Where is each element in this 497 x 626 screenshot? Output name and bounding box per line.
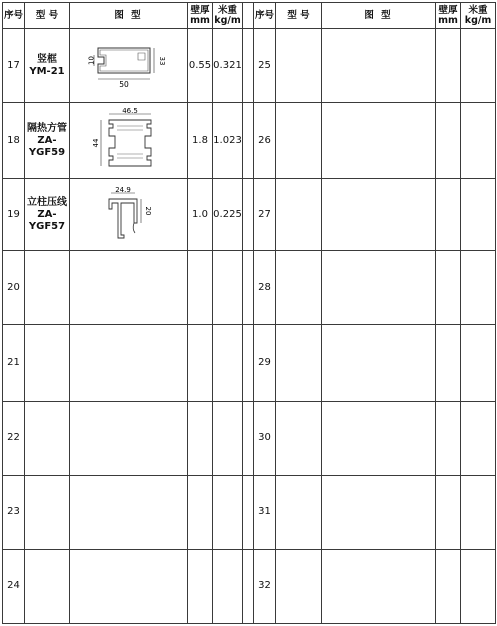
- header-model-right: 型 号: [276, 3, 322, 29]
- seq-cell: 26: [254, 103, 276, 179]
- column-gap: [243, 251, 254, 325]
- header-wall-unit: mm: [438, 14, 458, 26]
- seq-cell: 24: [3, 549, 25, 623]
- weight-cell: 1.023: [213, 103, 243, 179]
- seq-cell: 23: [3, 475, 25, 549]
- dim-width: 46.5: [121, 107, 138, 115]
- column-gap: [243, 179, 254, 251]
- weight-cell: [213, 325, 243, 401]
- weight-cell: [213, 251, 243, 325]
- seq-cell: 17: [3, 29, 25, 103]
- table-row: [3, 29, 496, 103]
- weight-cell: [461, 325, 496, 401]
- model-cell: [276, 179, 322, 251]
- seq-cell: 28: [254, 251, 276, 325]
- header-wall-label: 壁厚: [190, 4, 210, 16]
- wall-cell: [436, 325, 461, 401]
- wall-cell: [436, 179, 461, 251]
- dim-width: 50: [118, 79, 129, 89]
- weight-cell: [461, 29, 496, 103]
- table-header-row: [3, 3, 496, 29]
- weight-cell: [461, 103, 496, 179]
- weight-cell: [213, 549, 243, 623]
- wall-cell: [436, 103, 461, 179]
- wall-cell: 1.8: [188, 103, 213, 179]
- table-row: [3, 325, 496, 401]
- column-gap: [243, 103, 254, 179]
- seq-cell: 32: [254, 549, 276, 623]
- model-cell: [276, 325, 322, 401]
- header-drawing-left: 图 型: [70, 3, 188, 29]
- wall-cell: [436, 251, 461, 325]
- column-gap: [243, 325, 254, 401]
- header-wall-label: 壁厚: [438, 4, 458, 16]
- model-cell: [25, 103, 70, 179]
- weight-cell: [461, 549, 496, 623]
- wall-cell: [436, 29, 461, 103]
- drawing-cell: [70, 325, 188, 401]
- seq-cell: 19: [3, 179, 25, 251]
- wall-cell: [436, 401, 461, 475]
- weight-cell: 0.321: [213, 29, 243, 103]
- profile-drawing-ym21: [84, 42, 174, 90]
- header-weight-label: 米重: [468, 4, 488, 16]
- header-weight-label: 米重: [217, 4, 237, 16]
- table-row: [3, 401, 496, 475]
- column-gap: [243, 3, 254, 29]
- table-row: [3, 475, 496, 549]
- model-cell: [25, 325, 70, 401]
- column-gap: [243, 401, 254, 475]
- header-seq-left: 序号: [3, 3, 25, 29]
- wall-cell: [188, 325, 213, 401]
- dim-inner: 10: [87, 55, 95, 65]
- seq-cell: 18: [3, 103, 25, 179]
- drawing-cell: [70, 251, 188, 325]
- column-gap: [243, 29, 254, 103]
- wall-cell: [188, 475, 213, 549]
- weight-cell: [461, 251, 496, 325]
- header-weight-unit: kg/m: [464, 14, 492, 26]
- model-cell: [276, 251, 322, 325]
- wall-cell: [436, 475, 461, 549]
- model-code: ZA-YGF59: [28, 134, 66, 158]
- model-cell: [25, 401, 70, 475]
- seq-cell: 29: [254, 325, 276, 401]
- seq-cell: 20: [3, 251, 25, 325]
- seq-cell: 30: [254, 401, 276, 475]
- profile-drawing-ygf59: [89, 108, 169, 174]
- model-cell: [25, 251, 70, 325]
- seq-cell: 27: [254, 179, 276, 251]
- header-wall-left: [188, 3, 213, 29]
- header-weight-left: [213, 3, 243, 29]
- wall-cell: [436, 549, 461, 623]
- header-weight-unit: kg/m: [214, 14, 241, 26]
- drawing-cell: [322, 179, 436, 251]
- table-row: [3, 103, 496, 179]
- model-cell: [25, 29, 70, 103]
- table-row: [3, 179, 496, 251]
- wall-cell: 1.0: [188, 179, 213, 251]
- model-cell: [276, 103, 322, 179]
- column-gap: [243, 475, 254, 549]
- wall-cell: 0.55: [188, 29, 213, 103]
- drawing-cell: [70, 401, 188, 475]
- header-seq-right: 序号: [254, 3, 276, 29]
- drawing-cell: [70, 103, 188, 179]
- drawing-cell: [322, 103, 436, 179]
- drawing-cell: [322, 549, 436, 623]
- model-cell: [276, 401, 322, 475]
- drawing-cell: [70, 549, 188, 623]
- model-cell: [276, 549, 322, 623]
- header-drawing-right: 图 型: [322, 3, 436, 29]
- model-cell: [25, 549, 70, 623]
- weight-cell: [213, 401, 243, 475]
- drawing-cell: [70, 475, 188, 549]
- seq-cell: 31: [254, 475, 276, 549]
- dim-height: 44: [91, 138, 100, 148]
- weight-cell: [461, 475, 496, 549]
- column-gap: [243, 549, 254, 623]
- header-wall-right: [436, 3, 461, 29]
- drawing-cell: [322, 29, 436, 103]
- dim-height: 33: [157, 56, 166, 66]
- drawing-cell: [70, 179, 188, 251]
- table-row: [3, 549, 496, 623]
- profile-catalog-table: [2, 2, 496, 624]
- drawing-cell: [322, 475, 436, 549]
- weight-cell: [461, 179, 496, 251]
- model-code: ZA-YGF57: [28, 208, 66, 232]
- wall-cell: [188, 251, 213, 325]
- model-name: 竖框: [37, 53, 57, 65]
- model-cell: [276, 475, 322, 549]
- model-name: 隔热方管: [27, 122, 67, 134]
- dim-height: 20: [143, 206, 152, 216]
- profile-drawing-ygf57: [97, 185, 161, 245]
- wall-cell: [188, 549, 213, 623]
- model-code: YM-21: [29, 65, 65, 77]
- weight-cell: [213, 475, 243, 549]
- header-weight-right: [461, 3, 496, 29]
- model-cell: [276, 29, 322, 103]
- header-model-left: 型 号: [25, 3, 70, 29]
- drawing-cell: [322, 325, 436, 401]
- dim-width: 24.9: [114, 185, 131, 194]
- seq-cell: 25: [254, 29, 276, 103]
- wall-cell: [188, 401, 213, 475]
- model-cell: [25, 179, 70, 251]
- seq-cell: 22: [3, 401, 25, 475]
- model-name: 立柱压线: [27, 196, 67, 208]
- drawing-cell: [322, 401, 436, 475]
- drawing-cell: [70, 29, 188, 103]
- model-cell: [25, 475, 70, 549]
- weight-cell: [461, 401, 496, 475]
- header-wall-unit: mm: [190, 14, 210, 26]
- table-row: [3, 251, 496, 325]
- seq-cell: 21: [3, 325, 25, 401]
- drawing-cell: [322, 251, 436, 325]
- weight-cell: 0.225: [213, 179, 243, 251]
